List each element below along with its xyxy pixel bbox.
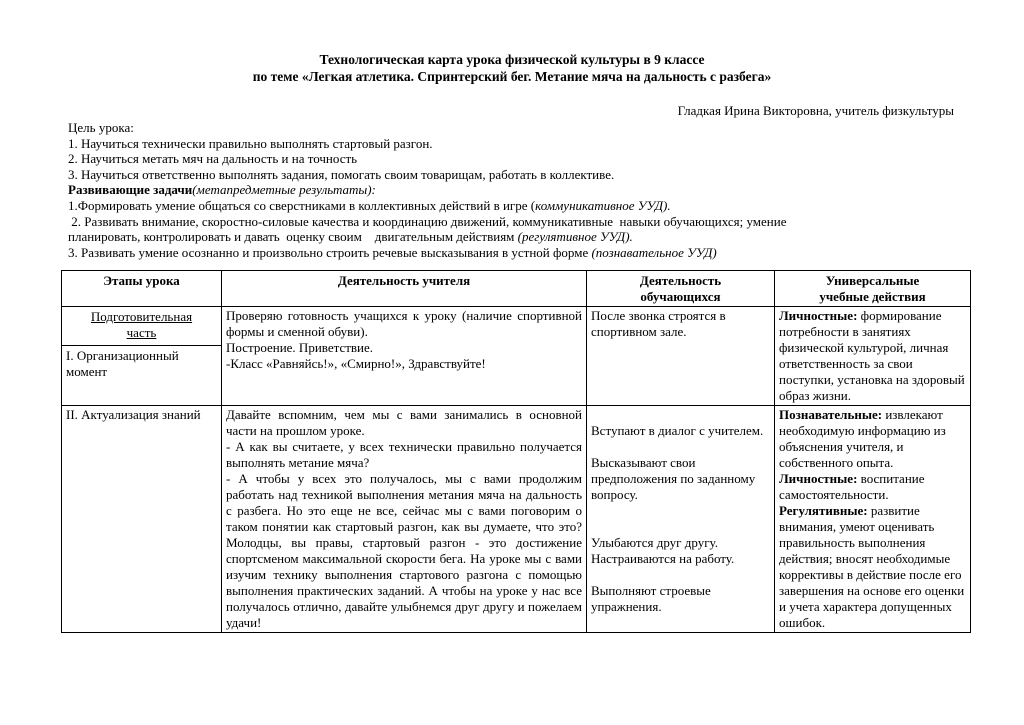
students-2-item-4: Выполняют строевые упражнения. (591, 583, 711, 614)
title-line-1: Технологическая карта урока физической культуры в 9 классе (319, 52, 705, 67)
uud-2-cognitive-text: извлекают необходимую информацию из объяснения учителя, и собственного опыта. (779, 407, 946, 470)
header-students-line-2: обучающихся (640, 289, 721, 304)
uud-2-cognitive-label: Познавательные: (779, 407, 883, 422)
header-students (587, 271, 775, 307)
students-2-item-1: Вступают в диалог с учителем. (591, 423, 764, 438)
uud-2-cognitive (779, 407, 966, 471)
header-uud-line-1: Универсальные (825, 273, 920, 288)
goal-item-3: 3. Научиться ответственно выполнять задания, помогать своим товарищам, работать в коллективе. (68, 166, 615, 182)
dev-task-2-italic: (регулятивное УУД). (517, 229, 633, 245)
header-uud (775, 271, 971, 307)
uud-2 (775, 406, 971, 633)
stage-cell-preparatory (62, 307, 222, 406)
stage-preparatory-line-1: Подготовительная (90, 309, 193, 324)
table-row (62, 406, 971, 633)
dev-task-2-line-2 (68, 229, 968, 245)
header-teacher: Деятельность учителя (222, 271, 587, 307)
teacher-activity-2 (222, 406, 587, 633)
uud-2-personal-text: воспитание самостоятельности. (779, 471, 925, 502)
header-students-line-1: Деятельность (639, 273, 722, 288)
dev-task-3 (68, 245, 968, 261)
table-header-row (62, 271, 971, 307)
lesson-map-table (61, 270, 971, 633)
teacher-2-para-2: - А как вы считаете, у всех технически правильно получается выполнять метание мяча? (226, 439, 582, 470)
dev-task-3-text: 3. Развивать умение осознанно и произвольно строить речевые высказывания в устной форме (68, 244, 592, 260)
uud-1 (775, 307, 971, 406)
uud-2-regulatory (779, 503, 966, 631)
dev-task-3-italic: (познавательное УУД) (591, 244, 717, 260)
goals-heading: Цель урока: (68, 120, 134, 135)
title-line-2: по теме «Легкая атлетика. Спринтерский бег. Метание мяча на дальность с разбега» (252, 69, 772, 84)
students-2-item-3: Улыбаются друг другу. Настраиваются на работу. (591, 535, 735, 566)
teacher-1-para-1: Проверяю готовность учащихся к уроку (наличие спортивной формы и сменной обуви). (226, 308, 582, 339)
teacher-1-para-2: Построение. Приветствие. (226, 340, 374, 355)
uud-1-label: Личностные: (779, 308, 858, 323)
dev-tasks-heading-italic: (метапредметные результаты): (192, 182, 376, 198)
dev-task-1-italic: коммуникативное УУД). (535, 197, 671, 213)
author-line: Гладкая Ирина Викторовна, учитель физкультуры (677, 103, 954, 118)
dev-task-1-text: 1.Формировать умение общаться со сверстниками в коллективных действий в игре ( (68, 197, 536, 213)
uud-2-personal (779, 471, 966, 503)
students-activity-1: После звонка строятся в спортивном зале. (587, 307, 775, 406)
uud-2-personal-label: Личностные: (779, 471, 858, 486)
document-title (0, 51, 1024, 85)
stage-preparatory-line-2: часть (126, 325, 157, 340)
goal-item-2: 2. Научиться метать мяч на дальность и на точность (68, 151, 358, 167)
header-stages: Этапы урока (62, 271, 222, 307)
header-uud-line-2: учебные действия (819, 289, 926, 304)
dev-tasks-heading-bold: Развивающие задачи (68, 182, 193, 198)
lesson-goals (68, 120, 968, 260)
teacher-2-para-3: - А чтобы у всех это получалось, мы с вами продолжим работать над техникой выполнения метания мяча на дальность с разбега. Но это еще не все, сейчас мы с вами поговорим о таком понятии как стартовый разгон, как вы думаете, что это? Молодцы, вы правы, стартовый разгон - это достижение спортсменом максимальной скорости бега. На уроке мы с вами изучим технику выполнения стартового разгона с помощью выполнения практических заданий. А чтобы на уроке у нас все получалось отлично, давайте улыбнемся друг другу и пожелаем удачи! (226, 471, 582, 630)
stage-organizational: I. Организационный момент (66, 348, 179, 379)
uud-2-regulatory-label: Регулятивные: (779, 503, 868, 518)
dev-task-2-text: планировать, контролировать и давать оценку своим двигательным действиям (68, 229, 518, 245)
teacher-2-para-1: Давайте вспомним, чем мы с вами занимались в основной части на прошлом уроке. (226, 407, 582, 438)
students-activity-2 (587, 406, 775, 633)
uud-1-text: формирование потребности в занятиях физической культурой, личная ответственность за свои поступки, установка на здоровый образ жизни. (779, 308, 965, 403)
table-row (62, 307, 971, 406)
dev-tasks-heading (68, 182, 968, 198)
uud-2-regulatory-text: развитие внимания, умеют оценивать правильность выполнения действия; вносят необходимые коррективы в действие после его завершения на основе его оценки и учета характера допущенных ошибок. (779, 503, 965, 630)
goal-item-1: 1. Научиться технически правильно выполнять стартовый разгон. (68, 135, 433, 151)
dev-task-1 (68, 198, 968, 214)
stage-preparatory (62, 307, 221, 346)
dev-task-2-line-1: 2. Развивать внимание, скоростно-силовые качества и координацию движений, коммуникативные навыки обучающихся; умение (68, 213, 787, 229)
teacher-activity-1 (222, 307, 587, 406)
teacher-1-para-3: -Класс «Равняйсь!», «Смирно!», Здравствуйте! (226, 356, 486, 371)
stage-actualization: II. Актуализация знаний (62, 406, 222, 633)
students-2-item-2: Высказывают свои предположения по заданному вопросу. (591, 455, 756, 502)
